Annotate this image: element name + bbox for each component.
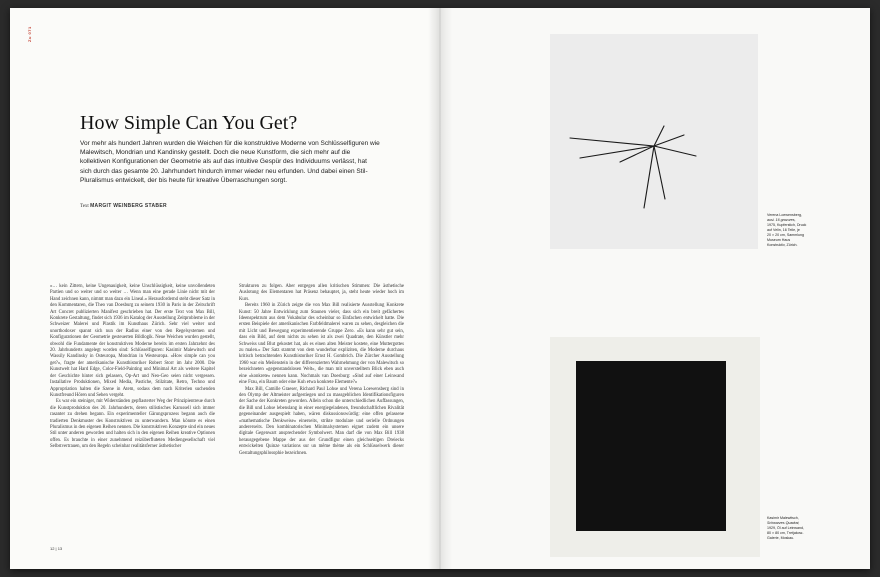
magazine-spread [10, 8, 870, 569]
caption-line: 1975, Kupferstich, Druck [767, 223, 807, 227]
caption-line: ausi. 16 gravures, [767, 218, 796, 222]
article-headline: How Simple Can You Get? [80, 112, 298, 134]
right-page [440, 8, 870, 569]
caption-line: 20 × 20 cm, Sammlung [767, 233, 805, 237]
caption-line: Schwarzes Quadrat, [767, 521, 800, 525]
caption-line: Galerie, Moskau. [767, 536, 795, 540]
body-paragraph: «… kein Zittern, keine Ungenauigkeit, keine Unschlüssigkeit, keine unvollendeten Partien und so weiter und so weiter … Wenn man eine gerade Linie nicht mit der Hand zeichnen kann, nimmt man dazu ein Lineal.» Herausfordernd steht dieser Satz in den Kommentaren, die Theo van Doesburg zu seinem 1930 in Paris in der Zeitschrift Art Concret publizierten Manifest geschrieben hat. Der erste Text von Max Bill, Konkrete Gestaltung, findet sich 1936 im Katalog der Ausstellung Zeitprobleme in der Schweizer Malerei und Plastik im Kunsthaus Zürich. Sehr viel weiter und unorthodoxer spannt sich nun der Radius einer von den Regelsystemen und Konfigurationen der Geometrie gesteuerten Bildlogik. Neue Weichen wurden gestellt, obwohl die Fundamente der konstruktiven Moderne bereits im ersten Jahrzehnt des 20. Jahrhunderts angelegt worden sind: Schlüsselfiguren: Kasimir Malewitsch und Wassily Kandinsky in Osteuropa, Mondrian in Westeuropa. «How simple can you get?», fragte der amerikanische Kunsthistoriker Robert Storr im Jahr 2000. Die Kunstwelt hat Hard Edge, Color-Field-Painting und Minimal Art als weitere Kapitel der Geschichte hinter sich gelassen, Op-Art und Neo-Geo seien nicht vergessen. Installative Produktionen, Mixed Media, Pastiche, Stilzitate, Retro, Techno und Appropriation halten die Szene in Atem, sodass dem nach Kriterien suchenden Kunstfreund Hören und Sehen vergeht. [50, 284, 215, 398]
figure-caption-2 [767, 516, 823, 541]
caption-line: 1929, Öl auf Leinwand, [767, 526, 804, 530]
left-page [10, 8, 440, 569]
article-lead: Vor mehr als hundert Jahren wurden die Weichen für die konstruktive Moderne von Schlüsselfiguren wie Malewitsch, Mondrian und Kandinsky gestellt. Doch die neue Kunstform, die sich mehr auf die kollektiven Konfigurationen der Geometrie als auf das intuitive Gespür des Individuums verlässt, hat sich durch das gesamte 20. Jahrhundert hindurch immer wieder neu erfunden. Und dabei einen Stil-Pluralismus entwickelt, der bis heute für kreative Überraschungen sorgt. [80, 140, 380, 184]
caption-line: Kasimir Malewitsch, [767, 516, 799, 520]
body-paragraph: Es war ein steiniger, mit Widerständen gepflasterter Weg der Prinzipientreue durch die Kunstproduktion des 20. Jahrhunderts, deren stilistisches Karussell sich immer rasanter zu drehen begann. Ein experimenteller Gärungsprozess begann auch die tradierten Denkmuster des Konstruktiven zu unterwandern. Man könnte es einen Pluralismus in den eigenen Reihen nennen. Die konstruktiven Konzepte sind ein neues Stil unter anderen geworden und halten sich in den eigenen Reihen kreative Optionen offen. Es brauchte in einer zunehmend reizüberfluteten Mediengesellschaft viel Selbstvertrauen, um den Regeln scheinbar realitätsferner ästhetischer [50, 399, 215, 450]
body-column-1 [50, 284, 215, 451]
caption-line: Konstruktiv, Zürich. [767, 243, 798, 247]
caption-line: Museum Haus [767, 238, 791, 242]
caption-line: auf Velin, 16 Teile, je [767, 228, 800, 232]
body-column-2 [239, 284, 404, 457]
section-tag: Zu 071 [27, 26, 32, 42]
page-numbers: 12 | 13 [50, 546, 63, 551]
artwork-loewensberg [550, 34, 758, 249]
figure-caption-1 [767, 213, 823, 248]
line-drawing-artwork [550, 34, 758, 249]
byline [80, 203, 167, 209]
body-paragraph: Strukturen zu folgen. Aber entgegen allen kritischen Stimmen: Die ästhetische Auslotung des Elementaren hat Präsenz behauptet, ja, steht heute wieder hoch im Kurs. [239, 284, 404, 302]
artwork-black-square [550, 337, 760, 557]
caption-line: Verena Loewensberg, [767, 213, 802, 217]
caption-line: 80 × 80 cm, Tretjakow- [767, 531, 804, 535]
byline-prefix: Text [80, 204, 89, 209]
byline-author: MARGIT WEINBERG STABER [90, 203, 167, 209]
black-square [576, 361, 726, 531]
body-paragraph: Max Bill, Camille Graeser, Richard Paul Lohse und Verena Loewensberg sind in den Olymp der Altmeister aufgestiegen und zu massgeblichen Identifikationsfiguren der Sache der Konkreten geworden. Allein schon die unterschiedlichen Auffassungen, die Bill und Lohse lebenslang in einer energiegeladenen, freundschaftlichen Rivalität gegeneinander ausgespielt haben, wären diskussionswürdig: eine offen gelassene «mathematische Denkweise» einerseits, strikte modulare und serielle Ordnungen andererseits. Den kombinatorischen Minimalsystemen eignet zudem ein unsere digitale Gegenwart ansprechender Symbolwert. Man darf die von Max Bill 1938 herausgegebene Mappe der aus der Grundfigur einen gleichseitigen Dreiecks entwickelten Quinze variations sur un même thème als ein Schlüsselwerk dieser Gestaltungsphilosophie bezeichnen. [239, 386, 404, 456]
body-paragraph: Bereits 1960 in Zürich zeigte die von Max Bill realisierte Ausstellung Konkrete Kunst: 50 Jahre Entwicklung zum Staunen vieler, dass sich ein breit gefächertes Ideenspektrum aus dem Vokabular des scheinbar so Einfachen entwickelt hatte. Die ersten Beispiele der amerikanischen Farbfeldmalerei waren zu sehen, desgleichen die mit Licht und Bewegung experimentierende Gruppe Zero. «Es kann sehr gut sein, dass ein Bild, auf dem nichts zu sehen ist als zwei Quadrate, den Künstler mehr Schweiss und Blut gekostet hat, als es einen alten Meister kostete, eine Muttergottes zu malen.» Der Satz stammt von dem wunderbar expliziten, die Moderne durchaus kritisch betrachtenden Kunsthistoriker Ernst H. Gombrich. Die Zürcher Ausstellung 1960 war ein Meilenstein in der differenzierten Wahrnehmung der von Malewitsch so bezeichneten «gegenstandslosen Welt», die man mit unverstelltem Blick eben auch eine «konkrete» nennen kann. Nochmals van Doesburg: «Sind auf einer Leinwand eine Frau, ein Baum oder eine Kuh etwa konkrete Elemente?» [239, 303, 404, 386]
